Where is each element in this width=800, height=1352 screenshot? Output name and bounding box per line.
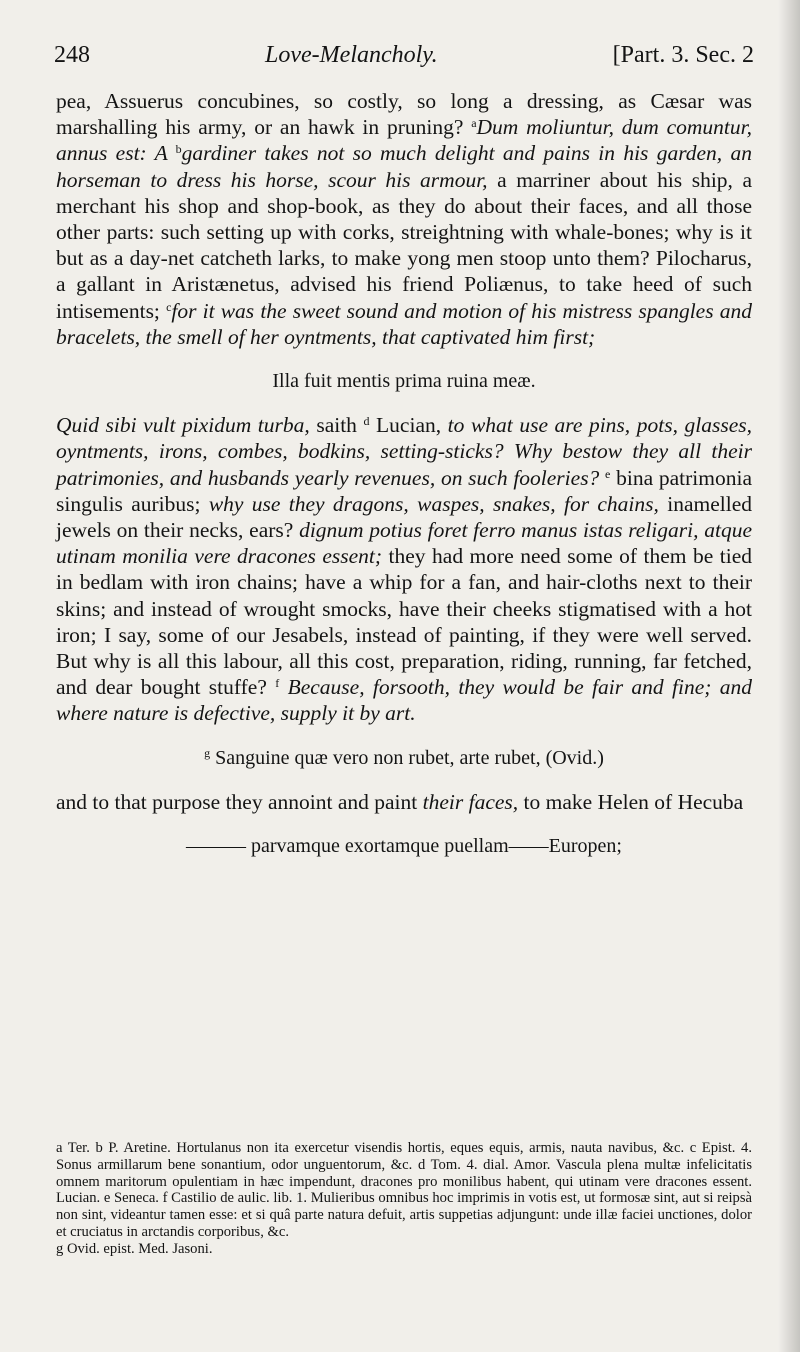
roman-text: and to that purpose they annoint and paint: [56, 789, 423, 814]
verse-quote-2: [56, 745, 752, 771]
roman-text: Sanguine quæ vero non rubet, arte rubet, (Ovid.): [210, 746, 604, 769]
italic-text: dignum potius foret ferro manus istas religari, atque utinam monilia vere dracones essent;: [56, 518, 752, 569]
roman-text: to make Helen of Hecuba: [518, 789, 744, 814]
footnote-marker: g: [204, 745, 211, 760]
verse-quote-3: ——— parvamque exortamque puellam——Europen;: [186, 835, 622, 858]
roman-text: they had more need some of them be tied in bedlam with iron chains; have a whip for a fan, and hair-cloths next to their skins; and instead of wrought smocks, have their cheeks stigmatised with a hot iron; I say, some of our Jesabels, instead of painting, if they were well served. But why is all this labour, all this cost, preparation, riding, running, far fetched, and dear bought stuffe?: [56, 544, 753, 700]
italic-text: Because, forsooth, they would be fair and fine; and where nature is defective, supply it by art.: [56, 675, 752, 726]
italic-text: to what use are pins, pots, glasses, oyntments, irons, combes, bodkins, setting-sticks? Why bestow they all their patrimonies, and husbands yearly revenues, on such fooleries?: [56, 413, 752, 490]
running-title: Love-Melancholy.: [265, 42, 438, 68]
footnote-marker: b: [175, 142, 182, 157]
roman-text: a marriner about his ship, a merchant his shop and shop-book, as they do about their faces, and all those other parts: such setting up with corks, streightning with whale-bones; why is it but as a day-net catcheth larks, to make yong men stoop unto them? Pilocharus, a gallant in Aristænetus, advised his friend Poliænus, to take heed of such intisements;: [56, 167, 753, 323]
italic-text: for it was the sweet sound and motion of his mistress spangles and bracelets, the smell of her oyntments, that captivated him first;: [56, 298, 752, 349]
roman-text: bina patrimonia singulis auribus;: [56, 465, 752, 516]
footnote-marker: f: [275, 676, 280, 691]
section-label: [Part. 3. Sec. 2: [612, 42, 754, 68]
verse-quote-1: Illa fuit mentis prima ruina meæ.: [272, 370, 536, 393]
italic-text: Dum moliuntur, dum comuntur, annus est: A: [56, 115, 752, 166]
footnote-marker: a: [471, 116, 477, 131]
footnote-marker: d: [363, 414, 370, 429]
paragraph-1: [56, 88, 752, 350]
paragraph-2: [56, 412, 752, 726]
italic-text: Quid sibi vult pixidum turba,: [56, 413, 310, 438]
roman-text: Lucian,: [369, 413, 448, 438]
footnote-block: a Ter. b P. Aretine. Hortulanus non ita exercetur visendis hortis, eques equis, armis, nauta navibus, &c. c Epist. 4. Sonus armillarum bene sonantium, odor unguentorum, &c. d Tom. 4. dial. Amor. Vascula plena multæ infelicitatis omnem maritorum opulentiam in hæc impendunt, dracones pro monilibus habent, qui utinam vere dracones essent. Lucian. e Seneca. f Castilio de aulic. lib. 1. Mulieribus omnibus hoc imprimis in votis est, ut formosæ sint, aut si reipsà non sint, videantur tamen esse: et si quâ parte natura defuit, artis suppetias adjungunt: unde illæ faciei unctiones, dolor et cruciatus in arctandis corporibus, &c.: [56, 1140, 752, 1240]
page-header: [54, 42, 754, 82]
page-number: 248: [54, 42, 90, 68]
italic-text: their faces,: [422, 789, 519, 814]
paragraph-3: [56, 789, 752, 815]
roman-text: pea, Assuerus concubines, so costly, so long a dressing, as Cæsar was marshalling his army, or an hawk in pruning?: [56, 89, 752, 140]
footnote-marker: e: [605, 466, 611, 481]
footnotes: [56, 1140, 752, 1258]
footnote-block: g Ovid. epist. Med. Jasoni.: [56, 1240, 213, 1257]
italic-text: gardiner takes not so much delight and pains in his garden, an horseman to dress his horse, scour his armour,: [56, 141, 752, 192]
roman-text: inamelled jewels on their necks, ears?: [56, 491, 753, 543]
footnote-marker: c: [166, 299, 172, 314]
italic-text: why use they dragons, waspes, snakes, for chains,: [208, 491, 659, 516]
body-text: [56, 88, 752, 877]
roman-text: saith: [309, 413, 364, 438]
